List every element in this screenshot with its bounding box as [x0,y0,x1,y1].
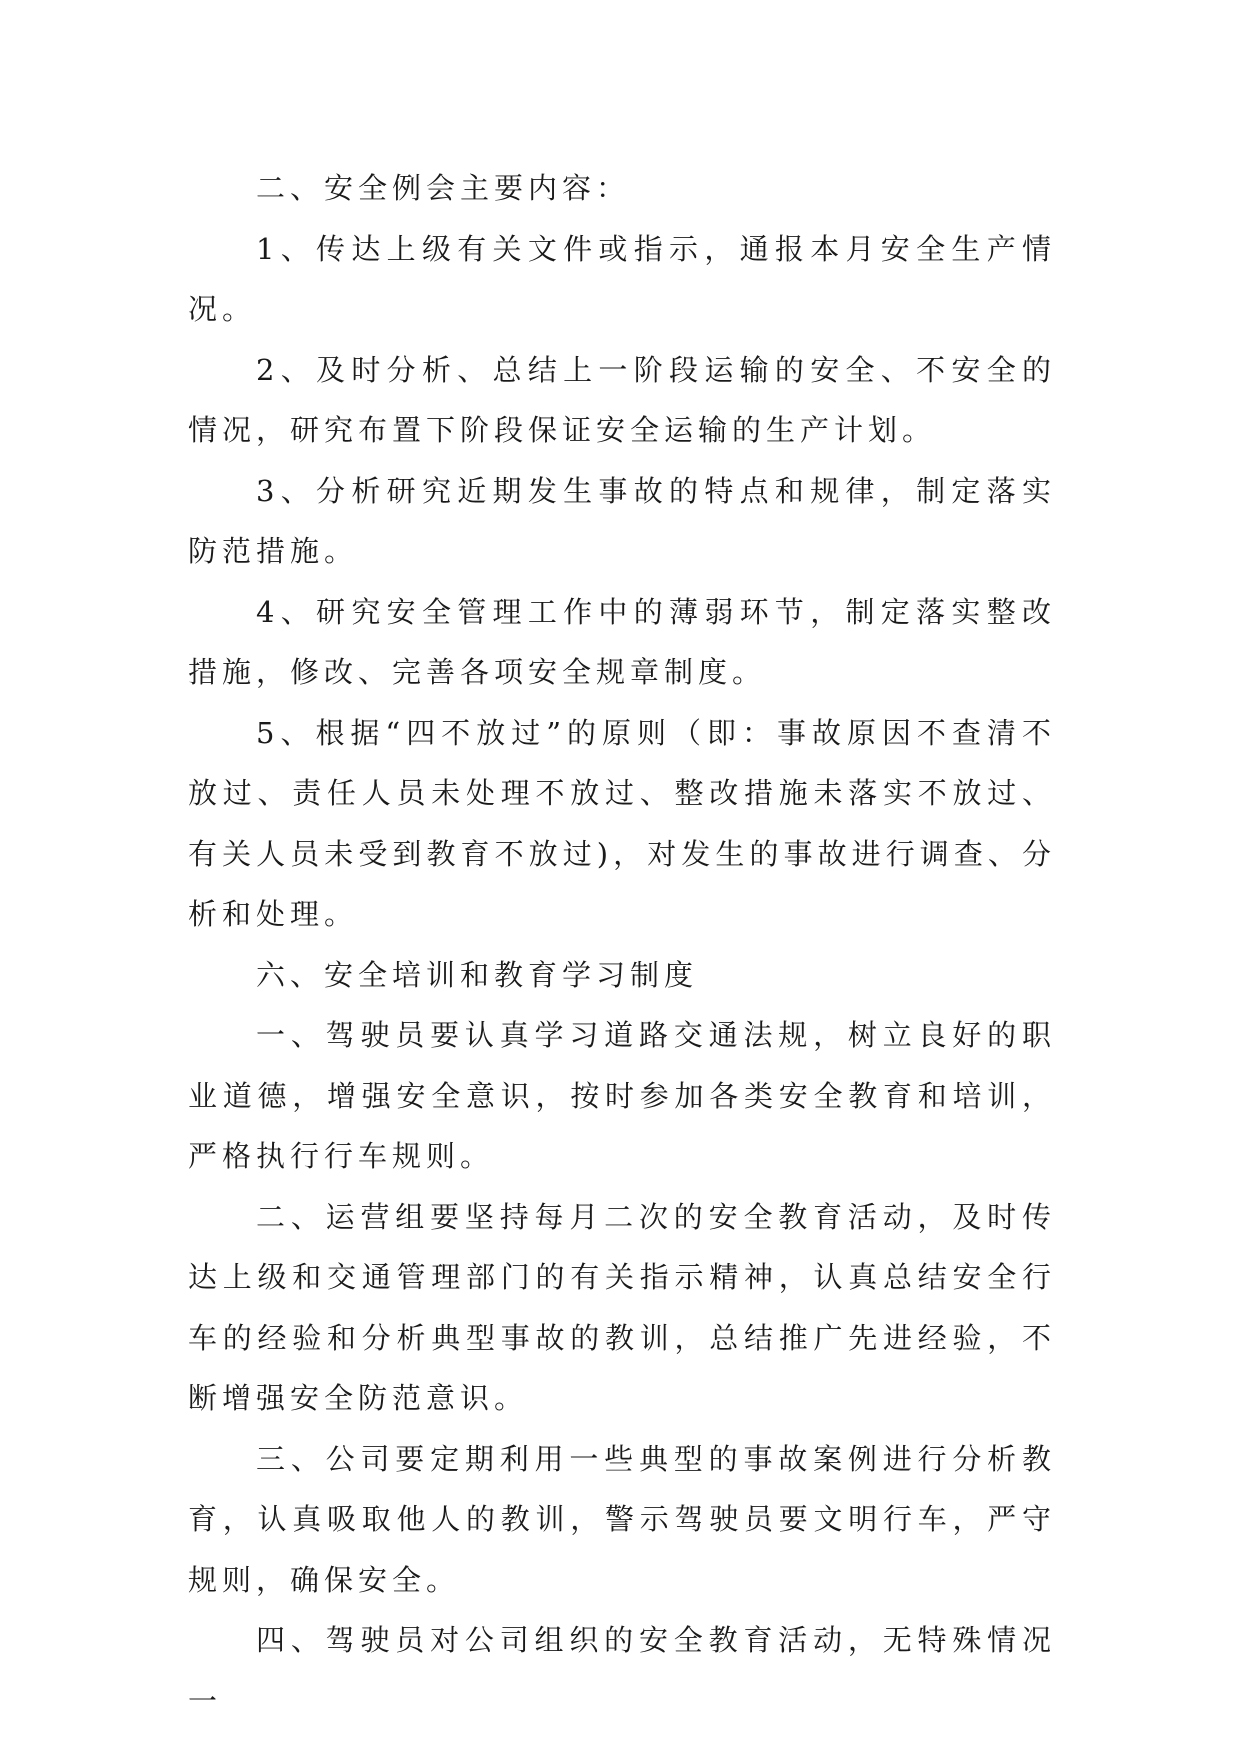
paragraph-item-5: 5、根据“四不放过”的原则（即：事故原因不查清不放过、责任人员未处理不放过、整改措施未落实不放过、有关人员未受到教育不放过)，对发生的事故进行调查、分析和处理。 [188,715,1056,931]
section-heading-training: 六、安全培训和教育学习制度 [256,957,699,992]
paragraph-item-2: 2、及时分析、总结上一阶段运输的安全、不安全的情况，研究布置下阶段保证安全运输的生产计划。 [188,352,1056,447]
section-heading-meeting-content: 二、安全例会主要内容： [256,171,631,205]
paragraph-training-1: 一、驾驶员要认真学习道路交通法规，树立良好的职业道德，增强安全意识，按时参加各类安全教育和培训，严格执行行车规则。 [188,1018,1056,1173]
paragraph-training-4: 四、驾驶员对公司组织的安全教育活动，无特殊情况一 [188,1623,1056,1718]
paragraph-item-3: 3、分析研究近期发生事故的特点和规律，制定落实防范措施。 [188,473,1056,568]
paragraph-training-3: 三、公司要定期利用一些典型的事故案例进行分析教育，认真吸取他人的教训，警示驾驶员要文明行车，严守规则，确保安全。 [188,1441,1056,1597]
document-body [188,158,1056,1731]
paragraph-item-1: 1、传达上级有关文件或指示，通报本月安全生产情况。 [188,231,1056,326]
paragraph-training-2: 二、运营组要坚持每月二次的安全教育活动，及时传达上级和交通管理部门的有关指示精神，认真总结安全行车的经验和分析典型事故的教训，总结推广先进经验，不断增强安全防范意识。 [188,1199,1056,1415]
paragraph-item-4: 4、研究安全管理工作中的薄弱环节，制定落实整改措施，修改、完善各项安全规章制度。 [188,594,1056,689]
